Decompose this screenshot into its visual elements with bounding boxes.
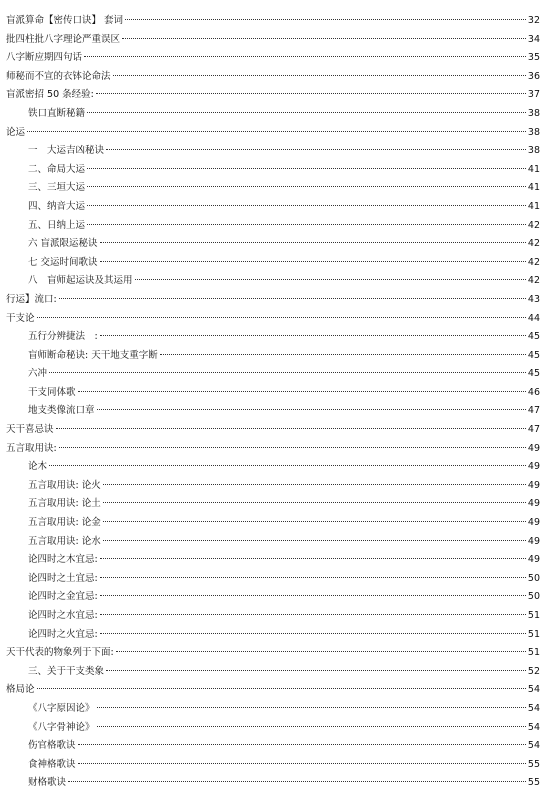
dot-leader	[100, 242, 526, 243]
dot-leader	[97, 707, 526, 708]
toc-entry-title: 食神格歌诀	[28, 758, 76, 770]
toc-entry[interactable]	[6, 644, 540, 663]
toc-entry-title: 《八字骨神论》	[28, 721, 95, 733]
toc-entry[interactable]	[6, 347, 540, 366]
toc-entry-title: 论四时之木宜忌:	[28, 554, 98, 566]
toc-entry[interactable]	[6, 365, 540, 384]
toc-entry-page-number: 43	[527, 293, 540, 305]
toc-entry-page-number: 42	[527, 256, 540, 268]
toc-entry[interactable]	[6, 477, 540, 496]
toc-entry-title: 天干代表的物象列于下面:	[6, 647, 114, 659]
toc-entry-title: 论木	[28, 461, 48, 473]
toc-entry[interactable]	[6, 719, 540, 738]
dot-leader	[103, 540, 526, 541]
dot-leader	[103, 502, 526, 503]
toc-entry-title: 干支论	[6, 312, 35, 324]
toc-entry[interactable]	[6, 737, 540, 756]
toc-entry-page-number: 34	[527, 33, 540, 45]
toc-entry-title: 《八字原因论》	[28, 702, 95, 714]
toc-entry-title: 论四时之火宜忌:	[28, 628, 98, 640]
dot-leader	[100, 335, 526, 336]
toc-entry-page-number: 49	[527, 554, 540, 566]
toc-entry[interactable]	[6, 86, 540, 105]
toc-entry[interactable]	[6, 68, 540, 87]
toc-entry-page-number: 45	[527, 331, 540, 343]
toc-entry-page-number: 49	[527, 442, 540, 454]
toc-entry[interactable]	[6, 124, 540, 143]
dot-leader	[78, 391, 526, 392]
toc-entry-page-number: 54	[527, 721, 540, 733]
dot-leader	[49, 465, 526, 466]
toc-entry-page-number: 38	[527, 126, 540, 138]
toc-entry[interactable]	[6, 700, 540, 719]
toc-entry-title: 五言取用诀: 论水	[28, 535, 101, 547]
toc-entry[interactable]	[6, 588, 540, 607]
toc-entry-title: 论运	[6, 126, 26, 138]
toc-entry-title: 干支同体歌	[28, 386, 76, 398]
dot-leader	[78, 744, 526, 745]
toc-entry-page-number: 54	[527, 740, 540, 752]
toc-entry[interactable]	[6, 198, 540, 217]
toc-entry-page-number: 51	[527, 647, 540, 659]
dot-leader	[106, 670, 526, 671]
toc-entry-title: 八 盲师起运诀及其运用	[28, 275, 133, 287]
toc-entry-title: 二、命局大运	[28, 163, 86, 175]
toc-entry-page-number: 32	[527, 15, 540, 26]
toc-entry-page-number: 50	[527, 591, 540, 603]
dot-leader	[87, 168, 526, 169]
dot-leader	[106, 149, 526, 150]
dot-leader	[103, 521, 526, 522]
toc-entry-title: 六 盲派限运秘诀	[28, 238, 98, 250]
toc-entry[interactable]	[6, 570, 540, 589]
toc-entry[interactable]	[6, 272, 540, 291]
toc-entry[interactable]	[6, 217, 540, 236]
toc-entry-page-number: 46	[527, 386, 540, 398]
dot-leader	[160, 354, 526, 355]
toc-entry[interactable]	[6, 607, 540, 626]
toc-entry-title: 格局论	[6, 684, 35, 696]
toc-entry[interactable]	[6, 105, 540, 124]
toc-entry-title: 三、关于干支类象	[28, 665, 105, 677]
toc-entry-title: 盲师断命秘诀: 天干地支重字断	[28, 349, 158, 361]
dot-leader	[100, 614, 526, 615]
toc-entry-page-number: 49	[527, 498, 540, 510]
dot-leader	[49, 372, 526, 373]
toc-entry-title: 盲派算命【密传口诀】 套词	[6, 15, 124, 26]
toc-entry-title: 五言取用诀: 论金	[28, 517, 101, 529]
toc-entry[interactable]	[6, 626, 540, 645]
toc-entry-title: 四、纳音大运	[28, 200, 86, 212]
dot-leader	[56, 428, 526, 429]
toc-entry-page-number: 55	[527, 758, 540, 770]
toc-entry[interactable]	[6, 142, 540, 161]
toc-entry-title: 地支类像流口章	[28, 405, 95, 417]
dot-leader	[59, 447, 526, 448]
toc-entry[interactable]	[6, 291, 540, 310]
toc-entry[interactable]	[6, 756, 540, 775]
toc-entry-page-number: 36	[527, 70, 540, 82]
dot-leader	[87, 205, 526, 206]
toc-entry-title: 财格歌诀	[28, 777, 67, 789]
toc-entry-title: 六冲	[28, 368, 48, 380]
toc-entry[interactable]	[6, 31, 540, 50]
toc-entry-title: 伤官格歌诀	[28, 740, 76, 752]
toc-entry-page-number: 49	[527, 479, 540, 491]
toc-entry-page-number: 49	[527, 535, 540, 547]
toc-entry-page-number: 54	[527, 702, 540, 714]
toc-entry-page-number: 41	[527, 163, 540, 175]
toc-entry-page-number: 52	[527, 665, 540, 677]
toc-entry-title: 铁口直断秘籍	[28, 107, 86, 119]
dot-leader	[116, 651, 526, 652]
dot-leader	[122, 38, 526, 39]
dot-leader	[97, 726, 526, 727]
dot-leader	[103, 484, 526, 485]
dot-leader	[100, 261, 526, 262]
toc-entry[interactable]	[6, 681, 540, 700]
toc-entry-title: 八字断应期四句话	[6, 52, 83, 64]
dot-leader	[59, 298, 526, 299]
toc-entry[interactable]	[6, 440, 540, 459]
toc-entry-page-number: 42	[527, 238, 540, 250]
toc-entry-page-number: 45	[527, 349, 540, 361]
toc-entry[interactable]	[6, 49, 540, 68]
toc-entry[interactable]	[6, 533, 540, 552]
dot-leader	[78, 763, 526, 764]
toc-entry[interactable]	[6, 12, 540, 31]
dot-leader	[68, 781, 526, 782]
toc-entry-page-number: 38	[527, 145, 540, 157]
toc-entry-title: 批四柱批八字理论严重误区	[6, 33, 121, 45]
dot-leader	[125, 19, 526, 20]
toc-entry-title: 论四时之水宜忌:	[28, 610, 98, 621]
toc-entry[interactable]	[6, 774, 540, 793]
toc-entry-title: 论四时之土宜忌:	[28, 572, 98, 584]
toc-entry-page-number: 42	[527, 219, 540, 231]
toc-entry[interactable]	[6, 328, 540, 347]
toc-entry-page-number: 49	[527, 461, 540, 473]
toc-entry-title: 五言取用诀:	[6, 442, 57, 454]
toc-entry[interactable]	[6, 235, 540, 254]
toc-entry[interactable]	[6, 254, 540, 273]
toc-entry-title: 五、日纳上运	[28, 219, 86, 231]
toc-entry-title: 师秘而不宣的衣钵论命法	[6, 70, 111, 82]
toc-entry-page-number: 55	[527, 777, 540, 789]
toc-entry-page-number: 47	[527, 405, 540, 417]
toc-entry[interactable]	[6, 310, 540, 329]
toc-entry-title: 一 大运吉凶秘诀	[28, 145, 105, 157]
toc-entry-page-number: 50	[527, 572, 540, 584]
toc-entry-page-number: 51	[527, 610, 540, 621]
toc-entry-title: 五言取用诀: 论火	[28, 479, 101, 491]
toc-entry[interactable]	[6, 514, 540, 533]
toc-entry-page-number: 51	[527, 628, 540, 640]
dot-leader	[135, 279, 526, 280]
dot-leader	[87, 112, 526, 113]
toc-entry[interactable]	[6, 402, 540, 421]
dot-leader	[87, 186, 526, 187]
toc-entry-title: 三、三垣大运	[28, 182, 86, 194]
toc-entry-title: 论四时之金宜忌:	[28, 591, 98, 603]
dot-leader	[96, 93, 526, 94]
table-of-contents	[6, 12, 540, 793]
toc-entry[interactable]	[6, 384, 540, 403]
toc-entry-page-number: 37	[527, 89, 540, 101]
toc-entry-page-number: 41	[527, 182, 540, 194]
dot-leader	[87, 224, 526, 225]
toc-entry[interactable]	[6, 495, 540, 514]
toc-entry[interactable]	[6, 421, 540, 440]
toc-entry-page-number: 38	[527, 107, 540, 119]
toc-entry-title: 天干喜忌诀	[6, 424, 54, 436]
dot-leader	[84, 56, 526, 57]
toc-entry-title: 五言取用诀: 论土	[28, 498, 101, 510]
toc-entry[interactable]	[6, 161, 540, 180]
toc-entry-title: 行运】流口:	[6, 293, 57, 305]
dot-leader	[100, 595, 526, 596]
toc-entry-page-number: 44	[527, 312, 540, 324]
toc-entry-page-number: 41	[527, 200, 540, 212]
toc-entry[interactable]	[6, 663, 540, 682]
toc-entry[interactable]	[6, 458, 540, 477]
toc-entry[interactable]	[6, 179, 540, 198]
toc-entry[interactable]	[6, 551, 540, 570]
dot-leader	[37, 317, 526, 318]
dot-leader	[37, 688, 526, 689]
toc-entry-page-number: 47	[527, 424, 540, 436]
toc-entry-page-number: 42	[527, 275, 540, 287]
toc-entry-page-number: 54	[527, 684, 540, 696]
dot-leader	[113, 75, 526, 76]
toc-entry-page-number: 35	[527, 52, 540, 64]
toc-entry-page-number: 45	[527, 368, 540, 380]
toc-entry-page-number: 49	[527, 517, 540, 529]
dot-leader	[100, 558, 526, 559]
dot-leader	[27, 131, 526, 132]
dot-leader	[97, 409, 526, 410]
dot-leader	[100, 577, 526, 578]
dot-leader	[100, 633, 526, 634]
toc-entry-title: 五行分辨捷法 :	[28, 331, 98, 343]
toc-entry-title: 七 交运时间歌诀	[28, 256, 98, 268]
toc-entry-title: 盲派密招 50 条经验:	[6, 89, 94, 101]
